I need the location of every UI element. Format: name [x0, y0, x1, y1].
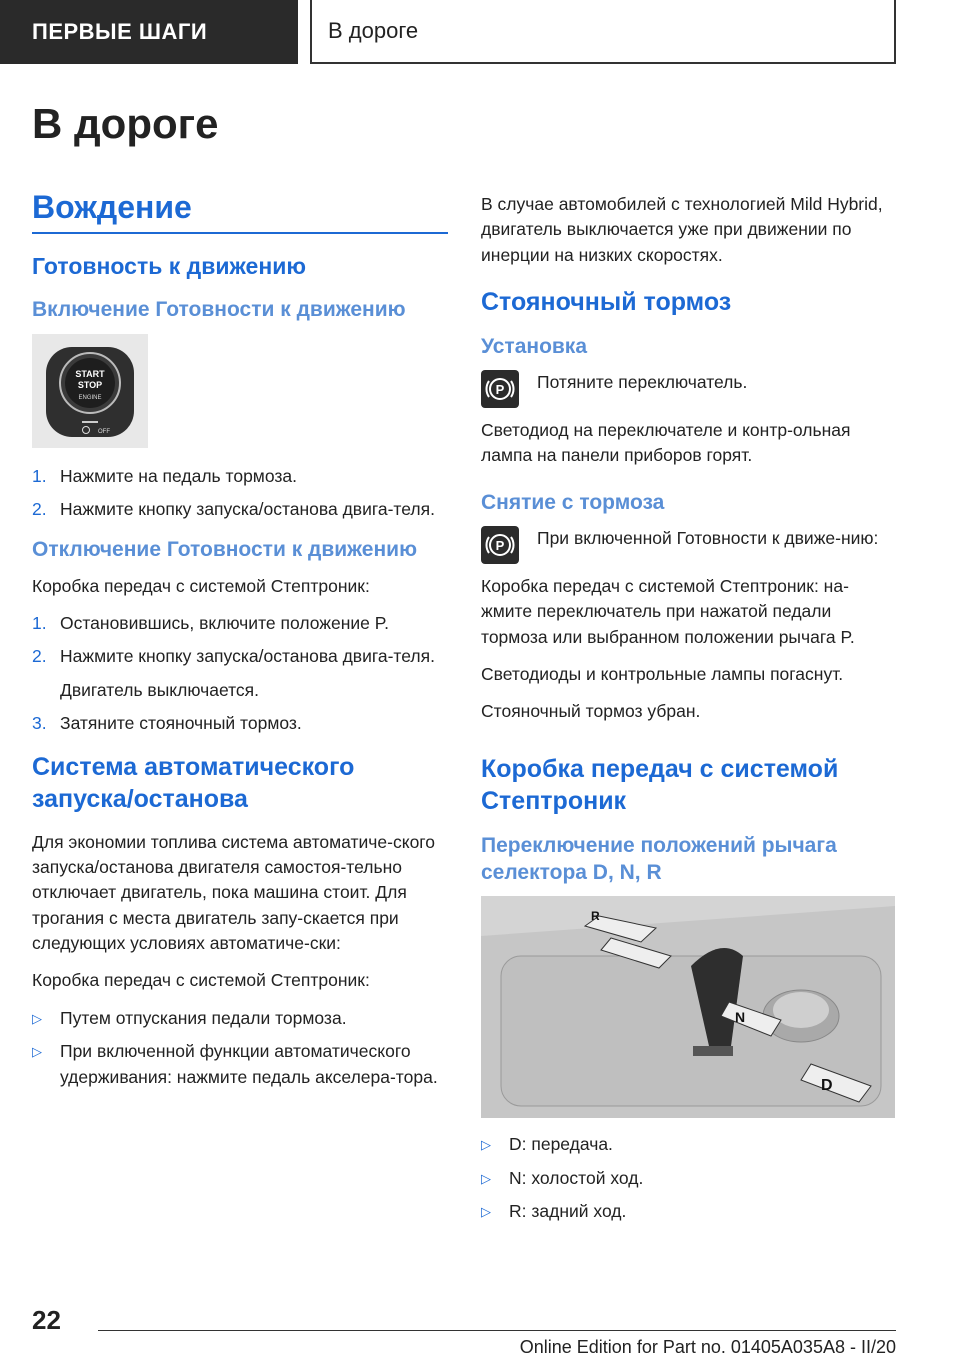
readiness-on-steps — [32, 464, 448, 523]
release-brake-steptronic-text: Коробка передач с системой Стептроник: на-жмите переключатель при нажатой педали тормоза или выбранном положении рычага P. — [481, 575, 855, 647]
left-column — [32, 188, 448, 1102]
selector-lever-heading: Переключение положений рычага селектора D, N, R — [481, 833, 837, 885]
set-brake-led-text: Светодиод на переключателе и контр-ольная лампа на панели приборов горят. — [481, 419, 851, 466]
auto-start-stop-text-2: Коробка передач с системой Стептроник: — [32, 970, 370, 991]
mild-hybrid-text: В случае автомобилей с технологией Mild Hybrid, двигатель выключается уже при движении по инерции на низких скоростях. — [481, 194, 883, 265]
release-brake-heading: Снятие с тормоза — [481, 490, 665, 514]
start-stop-icon — [42, 341, 138, 441]
chapter-tab-label: ПЕРВЫЕ ШАГИ — [32, 19, 208, 44]
list-item: ▷ R: задний ход. — [481, 1199, 895, 1224]
list-item: 1. Нажмите на педаль тормоза. — [32, 465, 297, 486]
auto-start-stop-heading: Система автоматического запуска/останова — [32, 752, 355, 813]
gear-label-n: N — [735, 1009, 746, 1026]
readiness-on-heading: Включение Готовности к движению — [32, 298, 406, 322]
parking-brake-icon — [481, 370, 519, 408]
set-brake-text: Потяните переключатель. — [537, 371, 748, 392]
parking-brake-heading: Стояночный тормоз — [481, 288, 732, 317]
start-stop-button-image — [32, 334, 148, 448]
page-title: В дороге — [32, 100, 219, 147]
start-label: START — [75, 368, 105, 379]
driving-heading-block — [32, 188, 448, 234]
driving-heading: Вождение — [32, 189, 192, 225]
right-column — [481, 192, 895, 1237]
svg-text:P: P — [495, 381, 505, 397]
readiness-off-steps — [32, 611, 448, 737]
triangle-bullet-icon: ▷ — [481, 1137, 491, 1153]
set-brake-row — [481, 370, 895, 408]
gear-lever-illustration — [481, 896, 895, 1118]
footer-divider — [98, 1330, 896, 1331]
parking-brake-icon — [481, 526, 519, 564]
list-item: ▷ При включенной функции автоматического удерживания: нажмите педаль акселера-тора. — [32, 1039, 448, 1090]
auto-start-conditions — [32, 1006, 448, 1090]
release-brake-row — [481, 526, 895, 564]
stop-label: STOP — [77, 379, 103, 390]
list-item: ▷ D: передача. — [481, 1132, 895, 1157]
page-number: 22 — [32, 1305, 61, 1335]
footer-edition: Online Edition for Part no. 01405A035A8 - II/20 — [519, 1337, 896, 1357]
off-label: OFF — [98, 428, 110, 435]
list-item: ▷ N: холостой ход. — [481, 1166, 895, 1191]
step-note: Двигатель выключается. — [60, 679, 260, 700]
gear-label-d: D — [821, 1077, 833, 1095]
auto-start-stop-text: Для экономии топлива система автоматиче-ского запуска/останова двигателя самостоя-тельно отключает двигатель, пока машина стоит. Для трогания с места двигатель запу-скается при следующих условиях автоматиче-ски: — [32, 831, 436, 953]
list-item: 2. Нажмите кнопку запуска/останова двига-теля. — [32, 498, 435, 519]
list-item: ▷ Путем отпускания педали тормоза. — [32, 1006, 448, 1031]
chapter-tab[interactable] — [0, 0, 298, 64]
release-brake-done-text: Стояночный тормоз убран. — [481, 701, 701, 722]
release-brake-text: При включенной Готовности к движе-нию: — [537, 527, 879, 548]
readiness-heading: Готовность к движению — [32, 253, 306, 280]
engine-label: ENGINE — [78, 394, 102, 401]
list-item: 2. Нажмите кнопку запуска/останова двига-теля. — [32, 646, 435, 667]
triangle-bullet-icon: ▷ — [32, 1044, 42, 1060]
set-brake-heading: Установка — [481, 334, 587, 358]
section-header — [310, 0, 896, 64]
svg-text:P: P — [495, 537, 505, 553]
list-item: 3. Затяните стояночный тормоз. — [32, 713, 302, 734]
readiness-off-heading: Отключение Готовности к движению — [32, 538, 418, 562]
triangle-bullet-icon: ▷ — [481, 1170, 491, 1186]
section-header-label: В дороге — [328, 18, 419, 43]
gear-label-r: R — [591, 909, 600, 924]
release-brake-led-text: Светодиоды и контрольные лампы погаснут. — [481, 664, 844, 685]
triangle-bullet-icon: ▷ — [32, 1010, 42, 1026]
triangle-bullet-icon: ▷ — [481, 1204, 491, 1220]
readiness-off-intro: Коробка передач с системой Стептроник: — [32, 575, 370, 596]
gear-selector-image — [481, 896, 895, 1118]
gear-positions-list — [481, 1132, 895, 1224]
steptronic-heading: Коробка передач с системой Стептроник — [481, 754, 839, 816]
list-item: 1. Остановившись, включите положение P. — [32, 613, 390, 633]
